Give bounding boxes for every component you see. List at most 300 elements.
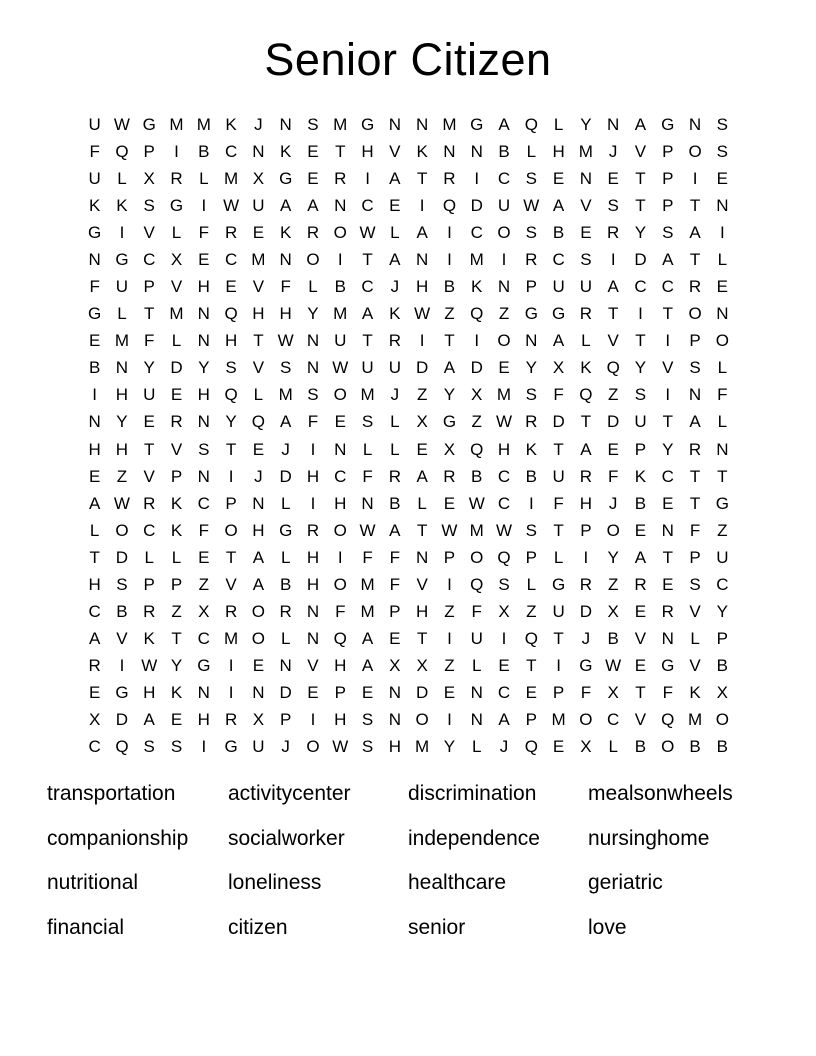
grid-letter-r16c21: E <box>634 520 647 540</box>
grid-letter-r6c20: I <box>610 249 616 269</box>
grid-letter-r4c11: C <box>361 195 374 215</box>
grid-letter-r2c2: Q <box>115 141 129 161</box>
grid-letter-r9c21: T <box>635 331 646 351</box>
grid-letter-r4c2: K <box>116 195 128 215</box>
grid-letter-r2c7: N <box>252 141 265 161</box>
grid-letter-r7c9: L <box>308 277 318 297</box>
grid-letter-r22c12: N <box>388 683 401 703</box>
grid-letter-r6c16: I <box>501 249 507 269</box>
grid-letter-r6c1: N <box>88 249 101 269</box>
grid-letter-r13c5: S <box>198 439 210 459</box>
grid-letter-r10c9: N <box>306 358 320 378</box>
grid-letter-r2c15: N <box>470 141 483 161</box>
grid-letter-r12c12: L <box>390 412 400 432</box>
grid-letter-r12c6: Y <box>225 412 237 432</box>
grid-letter-r7c12: J <box>390 277 400 297</box>
grid-letter-r19c15: F <box>471 602 482 622</box>
grid-letter-r22c21: T <box>635 683 646 703</box>
grid-letter-r9c4: L <box>171 331 182 351</box>
grid-letter-r13c1: H <box>88 439 101 459</box>
grid-letter-r14c24: T <box>717 466 728 486</box>
grid-letter-r11c10: O <box>333 385 347 405</box>
grid-letter-r4c22: P <box>662 195 674 215</box>
grid-letter-r9c5: N <box>197 331 210 351</box>
grid-letter-r15c6: P <box>225 493 237 513</box>
grid-letter-r18c18: G <box>551 574 566 594</box>
grid-letter-r17c11: F <box>362 547 373 567</box>
grid-letter-r9c24: O <box>715 331 729 351</box>
grid-letter-r21c24: B <box>716 656 729 676</box>
grid-letter-r8c3: T <box>144 304 155 324</box>
grid-letter-r23c16: A <box>498 710 510 730</box>
grid-letter-r19c18: U <box>552 602 565 622</box>
grid-letter-r22c22: F <box>662 683 673 703</box>
grid-letter-r22c18: P <box>552 683 565 703</box>
grid-letter-r15c3: R <box>143 493 156 513</box>
grid-letter-r8c22: T <box>662 304 673 324</box>
grid-letter-r3c11: I <box>365 168 370 188</box>
grid-letter-r6c7: M <box>251 249 266 269</box>
grid-letter-r3c21: T <box>635 168 646 188</box>
grid-letter-r15c17: I <box>528 493 534 513</box>
grid-letter-r11c24: F <box>717 385 728 405</box>
grid-letter-r17c13: N <box>415 547 429 567</box>
grid-letter-r9c8: W <box>277 331 294 351</box>
grid-letter-r1c8: N <box>279 114 292 134</box>
grid-letter-r21c21: E <box>634 656 647 676</box>
grid-letter-r5c16: O <box>497 222 511 242</box>
grid-letter-r23c11: S <box>361 710 374 730</box>
grid-letter-r14c2: Z <box>116 466 128 486</box>
grid-letter-r1c16: A <box>498 114 510 134</box>
grid-letter-r2c9: E <box>307 141 319 161</box>
grid-letter-r19c12: P <box>389 602 401 622</box>
grid-letter-r18c23: S <box>689 574 701 594</box>
grid-letter-r23c1: X <box>88 710 101 730</box>
grid-letter-r1c19: Y <box>580 114 592 134</box>
grid-letter-r15c16: C <box>497 493 511 513</box>
grid-letter-r4c10: N <box>334 195 347 215</box>
grid-letter-r19c14: Z <box>444 602 455 622</box>
grid-letter-r8c19: R <box>579 304 593 324</box>
grid-letter-r24c19: X <box>580 737 592 757</box>
grid-letter-r7c5: H <box>197 277 210 297</box>
grid-letter-r15c20: J <box>608 493 618 513</box>
grid-letter-r6c13: N <box>415 249 429 269</box>
grid-letter-r21c4: Y <box>170 656 183 676</box>
grid-letter-r9c20: V <box>607 331 619 351</box>
grid-letter-r1c4: M <box>169 114 184 134</box>
grid-letter-r15c19: H <box>579 493 593 513</box>
word-list-item: activitycenter <box>228 782 351 806</box>
grid-letter-r3c1: U <box>88 168 101 188</box>
grid-letter-r8c17: G <box>524 304 538 324</box>
grid-letter-r16c7: H <box>252 520 265 540</box>
grid-letter-r10c17: Y <box>525 358 537 378</box>
grid-letter-r9c16: O <box>497 331 511 351</box>
grid-letter-r10c21: Y <box>634 358 647 378</box>
grid-letter-r2c16: B <box>498 141 510 161</box>
grid-letter-r4c21: T <box>635 195 646 215</box>
grid-letter-r7c21: C <box>634 277 647 297</box>
grid-letter-r20c9: N <box>306 629 320 649</box>
grid-letter-r5c22: S <box>662 222 674 242</box>
grid-letter-r5c3: V <box>143 222 155 242</box>
grid-letter-r7c3: P <box>143 277 155 297</box>
grid-letter-r9c19: L <box>581 331 591 351</box>
grid-letter-r6c4: X <box>170 249 183 269</box>
grid-letter-r22c9: E <box>307 683 319 703</box>
grid-letter-r1c11: G <box>360 114 375 134</box>
grid-letter-r23c24: O <box>715 710 729 730</box>
grid-letter-r8c23: O <box>688 304 702 324</box>
grid-letter-r1c18: L <box>553 114 564 134</box>
grid-letter-r7c13: H <box>415 277 429 297</box>
grid-letter-r18c4: P <box>170 574 183 594</box>
grid-letter-r16c12: A <box>389 520 401 540</box>
grid-letter-r23c23: M <box>687 710 703 730</box>
grid-letter-r13c13: E <box>416 439 428 459</box>
grid-letter-r3c24: E <box>716 168 729 188</box>
grid-letter-r5c21: Y <box>634 222 647 242</box>
grid-letter-r24c13: M <box>415 737 430 757</box>
grid-letter-r12c23: A <box>689 412 701 432</box>
grid-letter-r16c13: T <box>416 520 428 540</box>
grid-letter-r21c13: X <box>416 656 428 676</box>
grid-letter-r17c12: F <box>389 547 401 567</box>
grid-letter-r21c6: I <box>228 656 234 676</box>
grid-letter-r12c4: R <box>170 412 183 432</box>
grid-letter-r17c6: T <box>225 547 237 567</box>
word-list-item: transportation <box>47 782 176 806</box>
grid-letter-r24c10: W <box>332 737 349 757</box>
grid-letter-r17c3: L <box>144 547 154 567</box>
grid-letter-r14c7: J <box>254 466 263 486</box>
grid-letter-r8c8: H <box>279 304 292 324</box>
grid-letter-r20c18: T <box>553 629 564 649</box>
grid-letter-r10c1: B <box>88 358 101 378</box>
grid-letter-r7c15: K <box>471 277 483 297</box>
grid-letter-r11c4: E <box>170 385 183 405</box>
grid-letter-r3c16: C <box>497 168 511 188</box>
grid-letter-r15c13: L <box>417 493 427 513</box>
grid-letter-r7c23: R <box>688 277 702 297</box>
grid-letter-r8c11: A <box>361 304 374 324</box>
grid-letter-r15c1: A <box>88 493 101 513</box>
grid-letter-r24c21: B <box>634 737 647 757</box>
grid-letter-r22c2: G <box>115 683 129 703</box>
grid-letter-r19c13: H <box>415 602 429 622</box>
grid-letter-r16c5: F <box>198 520 209 540</box>
grid-letter-r2c14: N <box>443 141 456 161</box>
grid-letter-r22c6: I <box>228 683 234 703</box>
grid-letter-r10c5: Y <box>198 358 210 378</box>
grid-letter-r19c8: R <box>279 602 292 622</box>
grid-letter-r3c4: R <box>170 168 183 188</box>
grid-letter-r21c7: E <box>252 656 265 676</box>
grid-letter-r5c6: R <box>224 222 238 242</box>
grid-letter-r19c17: Z <box>526 602 537 622</box>
grid-letter-r21c23: V <box>689 656 701 676</box>
grid-letter-r12c7: Q <box>251 412 265 432</box>
grid-letter-r13c9: I <box>310 439 316 459</box>
grid-letter-r22c19: F <box>580 683 592 703</box>
grid-letter-r5c15: C <box>470 222 483 242</box>
grid-letter-r24c23: B <box>689 737 701 757</box>
grid-letter-r14c20: F <box>607 466 619 486</box>
grid-letter-r10c23: S <box>689 358 701 378</box>
grid-letter-r10c3: Y <box>143 358 155 378</box>
grid-letter-r3c8: G <box>279 168 293 188</box>
grid-letter-r20c3: K <box>143 629 155 649</box>
word-list-item: independence <box>408 826 540 850</box>
grid-letter-r21c2: I <box>119 656 125 676</box>
grid-letter-r15c23: T <box>689 493 701 513</box>
grid-letter-r19c5: X <box>198 602 210 622</box>
grid-letter-r16c20: O <box>606 520 620 540</box>
grid-letter-r2c11: H <box>361 141 374 161</box>
grid-letter-r13c20: E <box>607 439 619 459</box>
word-list-item: mealsonwheels <box>588 782 733 806</box>
grid-letter-r5c14: I <box>447 222 452 242</box>
grid-letter-r24c22: O <box>661 737 675 757</box>
grid-letter-r10c14: A <box>443 358 456 378</box>
grid-letter-r3c15: I <box>474 168 480 188</box>
grid-letter-r19c2: B <box>116 602 128 622</box>
grid-letter-r5c24: I <box>719 222 725 242</box>
grid-letter-r14c6: I <box>228 466 234 486</box>
grid-letter-r2c21: V <box>634 141 647 161</box>
grid-letter-r4c15: D <box>470 195 483 215</box>
grid-letter-r3c10: R <box>334 168 347 188</box>
word-list-item: nutritional <box>47 871 139 895</box>
grid-letter-r9c3: F <box>144 331 155 351</box>
grid-letter-r16c3: C <box>143 520 156 540</box>
grid-letter-r23c15: N <box>470 710 483 730</box>
grid-letter-r24c17: Q <box>524 737 538 757</box>
grid-letter-r6c12: A <box>389 249 401 269</box>
grid-letter-r5c20: R <box>607 222 620 242</box>
grid-letter-r16c4: K <box>170 520 183 540</box>
grid-letter-r22c3: H <box>143 683 156 703</box>
grid-letter-r7c1: F <box>89 277 100 297</box>
grid-letter-r13c6: T <box>225 439 237 459</box>
grid-letter-r4c20: S <box>607 195 619 215</box>
grid-letter-r5c2: I <box>119 222 125 242</box>
grid-letter-r10c20: Q <box>606 358 620 378</box>
grid-letter-r5c19: E <box>580 222 592 242</box>
word-list-item: senior <box>408 915 466 939</box>
grid-letter-r2c24: S <box>716 141 729 161</box>
grid-letter-r17c8: L <box>280 547 291 567</box>
grid-letter-r10c6: S <box>225 358 237 378</box>
grid-letter-r13c11: L <box>362 439 373 459</box>
grid-letter-r14c18: U <box>552 466 565 486</box>
grid-letter-r23c18: M <box>551 710 566 730</box>
grid-letter-r22c4: K <box>170 683 183 703</box>
grid-letter-r5c18: B <box>552 222 565 242</box>
grid-letter-r20c5: C <box>197 629 210 649</box>
grid-letter-r24c1: C <box>88 737 101 757</box>
grid-letter-r13c2: H <box>115 439 129 459</box>
grid-letter-r19c7: O <box>251 602 265 622</box>
grid-letter-r11c8: M <box>278 385 293 405</box>
grid-letter-r6c3: C <box>143 249 156 269</box>
grid-letter-r11c2: H <box>115 385 129 405</box>
grid-letter-r8c7: H <box>252 304 265 324</box>
grid-letter-r2c5: B <box>198 141 210 161</box>
grid-letter-r14c23: T <box>689 466 701 486</box>
grid-letter-r7c17: P <box>525 277 537 297</box>
word-search-grid <box>81 111 736 761</box>
word-list-item: loneliness <box>228 871 322 895</box>
grid-letter-r13c15: Q <box>470 439 484 459</box>
grid-letter-r4c12: E <box>389 195 401 215</box>
grid-letter-r3c17: S <box>525 168 537 188</box>
grid-letter-r18c21: R <box>634 574 647 594</box>
grid-letter-r12c18: D <box>552 412 565 432</box>
grid-letter-r8c18: G <box>551 304 566 324</box>
grid-letter-r11c9: S <box>307 385 319 405</box>
grid-letter-r19c19: D <box>579 602 593 622</box>
grid-letter-r6c10: I <box>337 249 343 269</box>
grid-letter-r17c19: I <box>583 547 589 567</box>
grid-letter-r15c22: E <box>662 493 674 513</box>
grid-letter-r7c8: F <box>280 277 291 297</box>
grid-letter-r7c16: N <box>497 277 511 297</box>
grid-letter-r11c22: I <box>665 385 671 405</box>
grid-letter-r13c10: N <box>334 439 347 459</box>
page-title: Senior Citizen <box>264 34 552 85</box>
grid-letter-r23c2: D <box>115 710 129 730</box>
grid-letter-r11c6: Q <box>224 385 238 405</box>
grid-letter-r6c23: T <box>689 249 701 269</box>
grid-letter-r10c11: U <box>361 358 374 378</box>
grid-letter-r2c20: J <box>608 141 618 161</box>
grid-letter-r2c23: O <box>688 141 702 161</box>
grid-letter-r3c14: R <box>443 168 456 188</box>
grid-letter-r9c15: I <box>474 331 480 351</box>
grid-letter-r14c9: H <box>306 466 320 486</box>
grid-letter-r14c21: K <box>634 466 647 486</box>
grid-letter-r8c9: Y <box>307 304 319 324</box>
grid-letter-r4c8: A <box>280 195 292 215</box>
grid-letter-r18c8: B <box>280 574 292 594</box>
grid-letter-r2c10: T <box>335 141 346 161</box>
grid-letter-r13c17: K <box>525 439 537 459</box>
grid-letter-r5c8: K <box>280 222 292 242</box>
grid-letter-r16c10: O <box>333 520 347 540</box>
grid-letter-r21c15: L <box>471 656 482 676</box>
grid-letter-r15c4: K <box>170 493 183 513</box>
grid-letter-r14c19: R <box>579 466 593 486</box>
grid-letter-r14c3: V <box>143 466 155 486</box>
grid-letter-r18c9: H <box>306 574 320 594</box>
grid-letter-r4c1: K <box>88 195 101 215</box>
grid-letter-r15c8: L <box>280 493 291 513</box>
grid-letter-r16c8: G <box>279 520 293 540</box>
grid-letter-r15c24: G <box>715 493 729 513</box>
grid-letter-r18c22: E <box>662 574 674 594</box>
grid-letter-r17c23: P <box>689 547 701 567</box>
grid-letter-r11c14: Y <box>443 385 456 405</box>
grid-letter-r24c15: L <box>471 737 482 757</box>
grid-letter-r14c8: D <box>279 466 292 486</box>
grid-letter-r6c5: E <box>198 249 210 269</box>
grid-letter-r10c24: L <box>717 358 728 378</box>
grid-letter-r1c1: U <box>88 114 101 134</box>
grid-letter-r20c4: T <box>171 629 182 649</box>
grid-letter-r9c18: A <box>552 331 565 351</box>
grid-letter-r19c1: C <box>88 602 101 622</box>
grid-letter-r18c12: F <box>389 574 401 594</box>
grid-letter-r2c12: V <box>389 141 401 161</box>
grid-letter-r3c7: X <box>252 168 265 188</box>
grid-letter-r17c15: O <box>470 547 484 567</box>
grid-letter-r18c14: I <box>447 574 452 594</box>
grid-letter-r14c22: C <box>661 466 674 486</box>
grid-letter-r17c14: P <box>443 547 456 567</box>
grid-letter-r14c4: P <box>170 466 183 486</box>
grid-letter-r18c1: H <box>88 574 101 594</box>
grid-letter-r10c22: V <box>662 358 674 378</box>
grid-letter-r10c18: X <box>552 358 565 378</box>
grid-letter-r17c17: P <box>525 547 537 567</box>
grid-letter-r15c14: E <box>443 493 456 513</box>
grid-letter-r6c22: A <box>662 249 674 269</box>
grid-letter-r21c11: A <box>361 656 374 676</box>
grid-letter-r7c18: U <box>552 277 565 297</box>
grid-letter-r17c21: A <box>634 547 647 567</box>
grid-letter-r8c20: T <box>607 304 619 324</box>
word-list-item: healthcare <box>408 871 507 895</box>
grid-letter-r22c17: E <box>525 683 537 703</box>
grid-letter-r3c12: A <box>389 168 401 188</box>
grid-letter-r5c17: S <box>525 222 537 242</box>
grid-letter-r24c5: I <box>201 737 207 757</box>
grid-letter-r9c17: N <box>525 331 538 351</box>
grid-letter-r1c7: J <box>254 114 263 134</box>
grid-letter-r22c13: D <box>415 683 429 703</box>
grid-letter-r4c4: G <box>169 195 184 215</box>
grid-letter-r2c3: P <box>143 141 155 161</box>
grid-letter-r14c13: A <box>416 466 428 486</box>
grid-letter-r10c16: E <box>498 358 510 378</box>
grid-letter-r1c3: G <box>142 114 156 134</box>
grid-letter-r8c4: M <box>169 304 184 324</box>
grid-letter-r5c4: L <box>171 222 182 242</box>
grid-letter-r11c11: M <box>360 385 375 405</box>
grid-letter-r10c15: D <box>470 358 483 378</box>
grid-letter-r12c22: T <box>662 412 673 432</box>
grid-letter-r8c12: K <box>389 304 401 324</box>
grid-letter-r22c5: N <box>197 683 210 703</box>
grid-letter-r23c8: P <box>280 710 292 730</box>
grid-letter-r11c1: I <box>92 385 97 405</box>
grid-letter-r1c23: N <box>688 114 702 134</box>
grid-letter-r17c4: L <box>171 547 182 567</box>
grid-letter-r6c14: I <box>447 249 452 269</box>
grid-letter-r12c24: L <box>717 412 728 432</box>
grid-letter-r12c13: X <box>416 412 428 432</box>
grid-letter-r24c6: G <box>224 737 238 757</box>
grid-letter-r5c10: O <box>333 222 347 242</box>
grid-letter-r17c18: L <box>553 547 564 567</box>
grid-letter-r11c3: U <box>143 385 156 405</box>
grid-letter-r2c4: I <box>174 141 179 161</box>
grid-letter-r16c19: P <box>580 520 592 540</box>
grid-letter-r13c16: H <box>497 439 511 459</box>
